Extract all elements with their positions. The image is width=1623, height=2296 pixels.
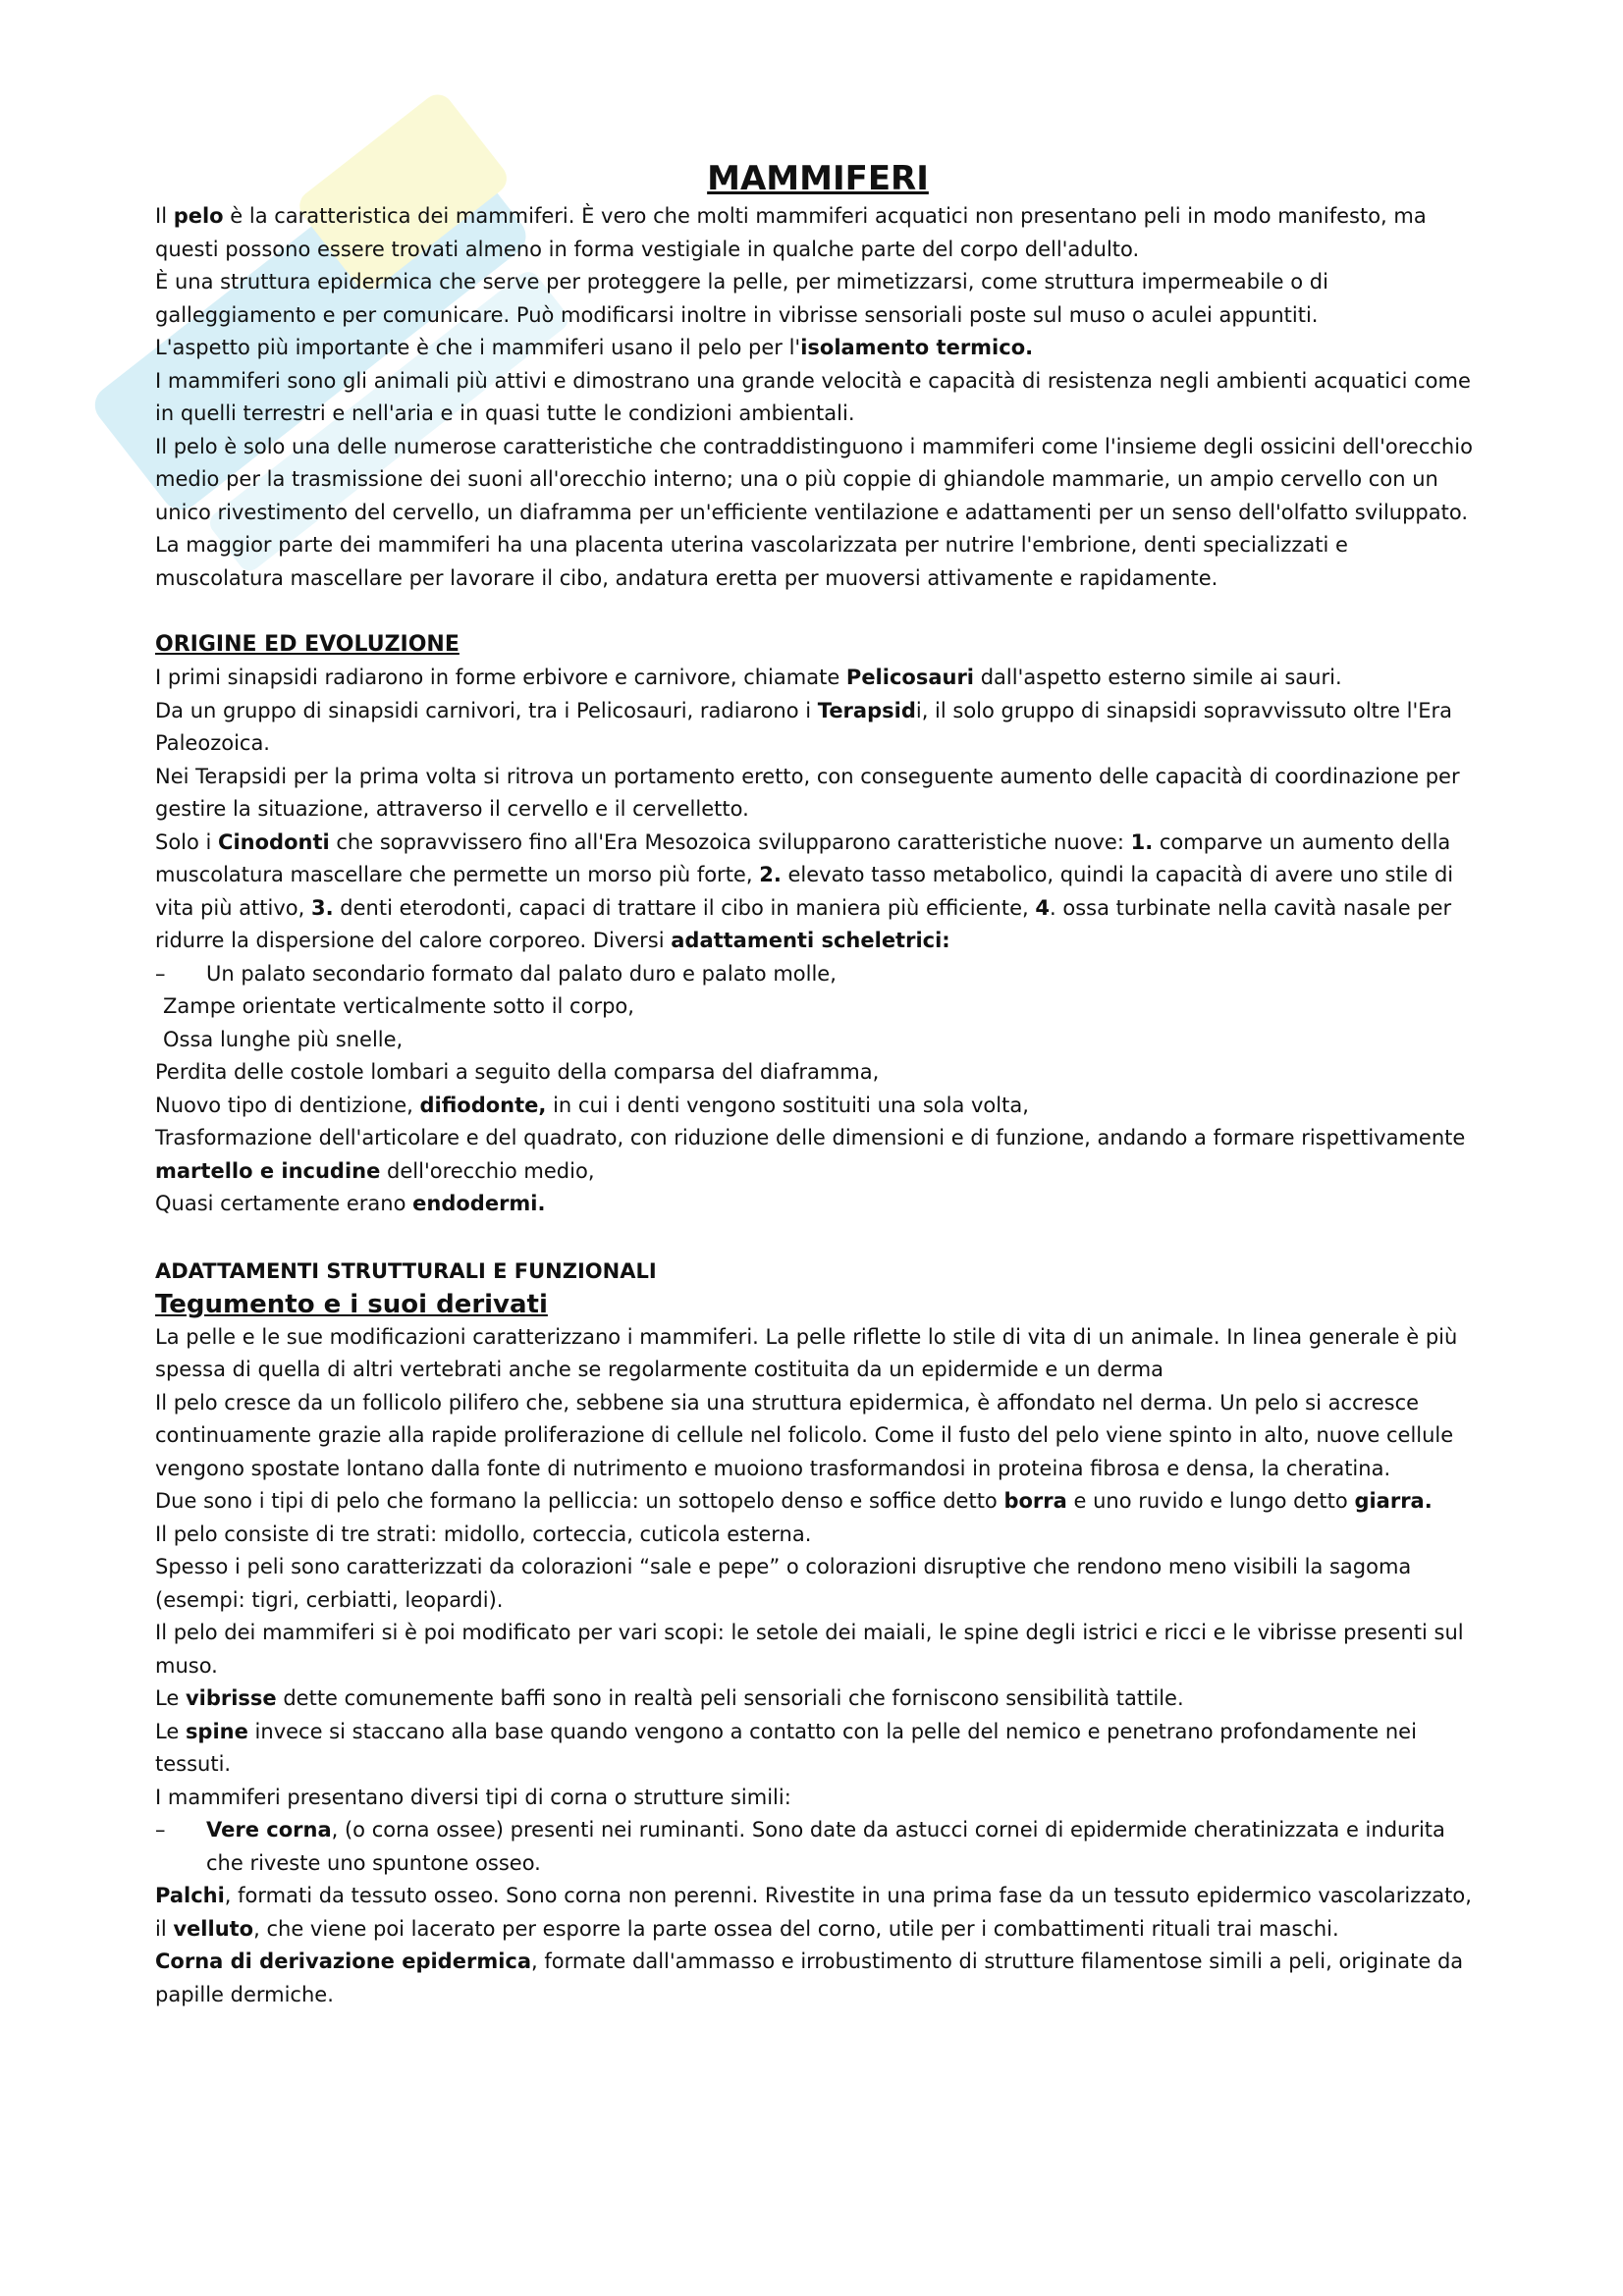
tegumento-paragraph: Palchi, formati da tessuto osseo. Sono corna non perenni. Rivestite in una prima fase da un tessuto epidermico vascolarizzato, il velluto, che viene poi lacerato per esporre la parte ossea del corno, utile per i combattimenti rituali trai maschi. [155,1884,1472,1941]
origine-paragraph: I primi sinapsidi radiarono in forme erbivore e carnivore, chiamate Pelicosauri dall'aspetto esterno simile ai sauri. [155,666,1342,689]
tegumento-paragraph: Due sono i tipi di pelo che formano la pelliccia: un sottopelo denso e soffice detto borra e uno ruvido e lungo detto giarra. [155,1489,1433,1513]
intro-paragraph: La maggior parte dei mammiferi ha una placenta uterina vascolarizzata per nutrire l'embrione, denti specializzati e muscolatura mascellare per lavorare il cibo, andatura eretta per muoversi attivamente e rapidamente. [155,533,1348,590]
list-item: Ossa lunghe più snelle, [163,1027,404,1051]
origine-paragraph: Nei Terapsidi per la prima volta si ritrova un portamento eretto, con conseguente aumento delle capacità di coordinazione per gestire la situazione, attraverso il cervello e il cervelletto. [155,764,1460,821]
subsection-heading-tegumento: Tegumento e i suoi derivati [155,1289,548,1319]
intro-paragraph: L'aspetto più importante è che i mammiferi usano il pelo per l'isolamento termico. [155,336,1034,359]
section-heading-adattamenti: ADATTAMENTI STRUTTURALI E FUNZIONALI [155,1258,657,1283]
page-title: MAMMIFERI [707,159,929,198]
tegumento-paragraph: Corna di derivazione epidermica, formate dall'ammasso e irrobustimento di strutture filamentose simili a peli, originate da papille dermiche. [155,1949,1464,2006]
document-page [155,157,1481,2011]
list-item: Perdita delle costole lombari a seguito della comparsa del diaframma, [155,1060,880,1084]
tegumento-paragraph: La pelle e le sue modificazioni caratterizzano i mammiferi. La pelle riflette lo stile di vita di un animale. In linea generale è più spessa di quella di altri vertebrati anche se regolarmente costituita da un epidermide e un derma [155,1324,1458,1381]
intro-paragraph: Il pelo è la caratteristica dei mammiferi. È vero che molti mammiferi acquatici non presentano peli in modo manifesto, ma questi possono essere trovati almeno in forma vestigiale in qualche parte del corpo dell'adulto. [155,204,1427,261]
intro-paragraph: Il pelo è solo una delle numerose caratteristiche che contraddistinguono i mammiferi come l'insieme degli ossicini dell'orecchio medio per la trasmissione dei suoni all'orecchio interno; una o più coppie di ghiandole mammarie, un ampio cervello con un unico rivestimento del cervello, un diaframma per un'efficiente ventilazione e adattamenti per un senso dell'olfatto sviluppato. [155,434,1473,524]
intro-paragraph: I mammiferi sono gli animali più attivi e dimostrano una grande velocità e capacità di resistenza negli ambienti acquatici come in quelli terrestri e nell'aria e in quasi tutte le condizioni ambientali. [155,368,1471,425]
tegumento-paragraph: Le vibrisse dette comunemente baffi sono in realtà peli sensoriali che forniscono sensibilità tattile. [155,1686,1184,1710]
list-item: Trasformazione dell'articolare e del quadrato, con riduzione delle dimensioni e di funzione, andando a formare rispettivamente martello e incudine dell'orecchio medio, [155,1126,1466,1183]
list-item: – Un palato secondario formato dal palato duro e palato molle, [155,958,1481,991]
list-item: Zampe orientate verticalmente sotto il corpo, [163,994,634,1018]
list-item: Quasi certamente erano endodermi. [155,1192,546,1215]
list-item: Nuovo tipo di dentizione, difiodonte, in cui i denti vengono sostituiti una sola volta, [155,1093,1029,1117]
origine-paragraph: Solo i Cinodonti che sopravvissero fino all'Era Mesozoica svilupparono caratteristiche nuove: 1. comparve un aumento della muscolatura mascellare che permette un morso più forte, 2. elevato tasso metabolico, quindi la capacità di avere uno stile di vita più attivo, 3. denti eterodonti, capaci di trattare il cibo in maniera più efficiente, 4. ossa turbinate nella cavità nasale per ridurre la dispersione del calore corporeo. Diversi adattamenti scheletrici: [155,829,1454,952]
tegumento-paragraph: Spesso i peli sono caratterizzati da colorazioni “sale e pepe” o colorazioni disruptive che rendono meno visibili la sagoma (esempi: tigri, cerbiatti, leopardi). [155,1555,1412,1612]
section-heading-origine: ORIGINE ED EVOLUZIONE [155,632,460,657]
tegumento-paragraph: Il pelo consiste di tre strati: midollo, corteccia, cuticola esterna. [155,1522,812,1546]
intro-paragraph: È una struttura epidermica che serve per proteggere la pelle, per mimetizzarsi, come struttura impermeabile o di galleggiamento e per comunicare. Può modificarsi inoltre in vibrisse sensoriali poste sul muso o aculei appuntiti. [155,270,1328,327]
origine-paragraph: Da un gruppo di sinapsidi carnivori, tra i Pelicosauri, radiarono i Terapsidi, il solo gruppo di sinapsidi sopravvissuto oltre l'Era Paleozoica. [155,698,1453,755]
dash-marker: – [155,961,166,986]
list-item: – Vere corna, (o corna ossee) presenti nei ruminanti. Sono date da astucci cornei di epidermide cheratinizzata e indurita che riveste uno spuntone osseo. [155,1814,1481,1880]
tegumento-paragraph: Il pelo cresce da un follicolo pilifero che, sebbene sia una struttura epidermica, è affondato nel derma. Un pelo si accresce continuamente grazie alla rapide proliferazione di cellule nel folicolo. Come il fusto del pelo viene spinto in alto, nuove cellule vengono spostate lontano dalla fonte di nutrimento e muoiono trasformandosi in proteina fibrosa e densa, la cheratina. [155,1390,1454,1480]
tegumento-paragraph: I mammiferi presentano diversi tipi di corna o strutture simili: [155,1785,791,1809]
dash-marker: – [155,1818,166,1842]
tegumento-paragraph: Le spine invece si staccano alla base quando vengono a contatto con la pelle del nemico e penetrano profondamente nei tessuti. [155,1719,1417,1776]
tegumento-paragraph: Il pelo dei mammiferi si è poi modificato per vari scopi: le setole dei maiali, le spine degli istrici e ricci e le vibrisse presenti sul muso. [155,1621,1464,1678]
